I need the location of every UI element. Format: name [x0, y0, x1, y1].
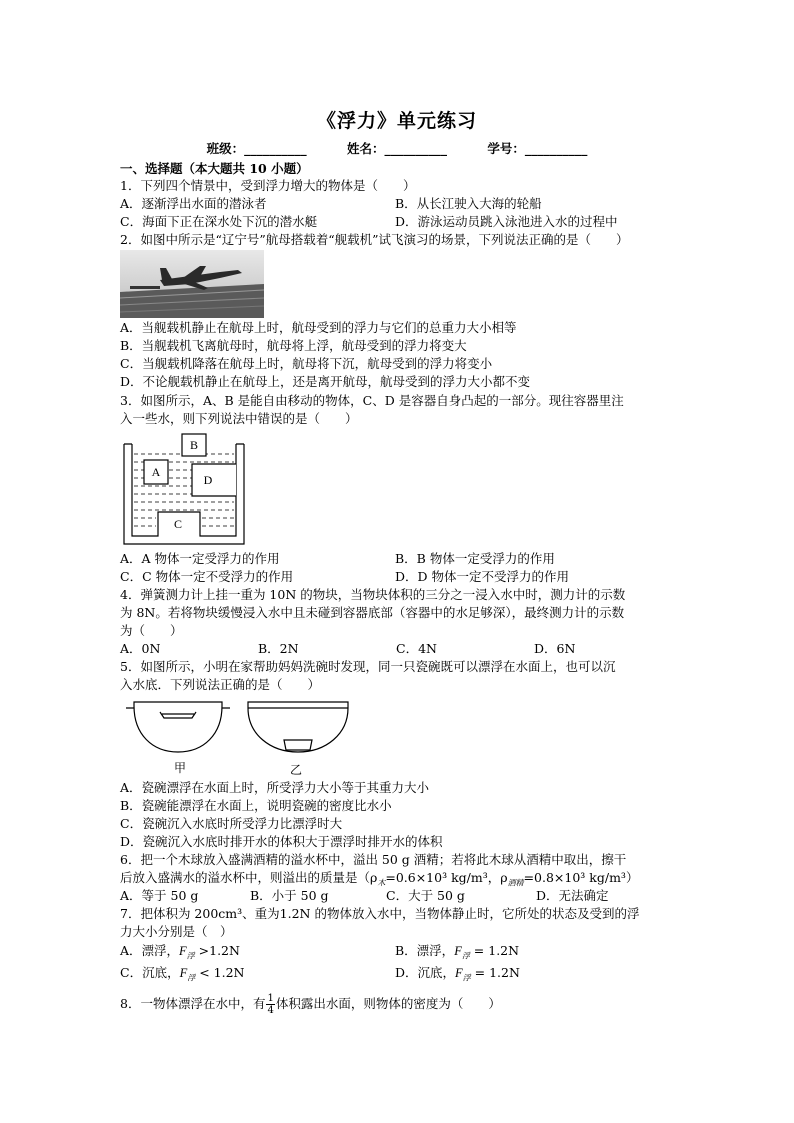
- label-d: D: [203, 473, 213, 487]
- id-field[interactable]: 学号：__________: [487, 141, 588, 156]
- q4-option-c[interactable]: C．4N: [396, 641, 437, 656]
- q2-option-c[interactable]: C．当舰载机降落在航母上时，航母将下沉，航母受到的浮力将变小: [120, 356, 493, 371]
- q2-stem: 2．如图中所示是“辽宁号”航母搭载着“舰载机”试飞演习的场景，下列说法正确的是（ ）: [120, 232, 629, 247]
- q3-option-d[interactable]: D．D 物体一定不受浮力的作用: [395, 569, 570, 584]
- q8-stem: 8．一物体漂浮在水中，有 $\frac{1}{4}$ 体积露出水面，则物体的密度为（ ）: [120, 993, 501, 1016]
- q6-option-c[interactable]: C．大于 50 g: [386, 888, 465, 903]
- q5-option-a[interactable]: A．瓷碗漂浮在水面上时，所受浮力大小等于其重力大小: [120, 780, 430, 795]
- q7-stem-2: 力大小分别是（ ）: [120, 924, 233, 939]
- q1-option-a[interactable]: A．逐渐浮出水面的潜泳者: [120, 196, 267, 211]
- label-c: C: [173, 517, 183, 531]
- class-field[interactable]: 班级：__________: [206, 141, 307, 156]
- q6-option-a[interactable]: A．等于 50 g: [120, 888, 199, 903]
- q7-stem: 7．把体积为 200cm³、重为1.2N 的物体放入水中，当物体静止时，它所处的状态及受到的浮: [120, 906, 640, 921]
- q3-stem-2: 入一些水，则下列说法中错误的是（ ）: [120, 411, 358, 426]
- q6-option-b[interactable]: B．小于 50 g: [250, 888, 329, 903]
- q4-stem-2: 为 8N。若将物块缓慢浸入水中且未碰到容器底部（容器中的水足够深），最终测力计的示数: [120, 605, 625, 620]
- q1-option-c[interactable]: C．海面下正在深水处下沉的潜水艇: [120, 214, 318, 229]
- q2-option-d[interactable]: D．不论舰载机静止在航母上，还是离开航母，航母受到的浮力大小都不变: [120, 374, 531, 389]
- container-figure: [120, 430, 248, 548]
- q5-option-c[interactable]: C．瓷碗沉入水底时所受浮力比漂浮时大: [120, 816, 343, 831]
- fraction: $\frac{1}{4}$: [267, 993, 274, 1016]
- q7-option-d[interactable]: D．沉底，$F_浮 = 1.2N$: [395, 965, 520, 983]
- label-b: B: [189, 438, 199, 452]
- q3-option-c[interactable]: C．C 物体一定不受浮力的作用: [120, 569, 294, 584]
- section-heading: 一、选择题（本大题共 10 小题）: [120, 161, 309, 176]
- q4-stem: 4．弹簧测力计上挂一重为 10N 的物块，当物块体积的三分之一浸入水中时，测力计的示数: [120, 587, 626, 602]
- q6-option-d[interactable]: D．无法确定: [536, 888, 609, 903]
- q4-option-a[interactable]: A．0N: [120, 641, 161, 656]
- name-field[interactable]: 姓名：__________: [346, 141, 447, 156]
- q2-option-a[interactable]: A．当舰载机静止在航母上时，航母受到的浮力与它们的总重力大小相等: [120, 320, 517, 335]
- q7-option-a[interactable]: A．漂浮，$F_浮 >1.2N$: [120, 943, 240, 961]
- q4-option-b[interactable]: B．2N: [258, 641, 299, 656]
- q3-option-b[interactable]: B．B 物体一定受浮力的作用: [395, 551, 555, 566]
- q3-option-a[interactable]: A．A 物体一定受浮力的作用: [120, 551, 280, 566]
- q2-option-b[interactable]: B．当舰载机飞离航母时，航母将上浮，航母受到的浮力将变大: [120, 338, 467, 353]
- q1-option-b[interactable]: B．从长江驶入大海的轮船: [395, 196, 542, 211]
- carrier-jet-photo: [120, 250, 264, 318]
- label-jia: 甲: [173, 761, 187, 775]
- q5-stem-2: 入水底．下列说法正确的是（ ）: [120, 677, 321, 692]
- label-a: A: [151, 465, 161, 479]
- q3-stem: 3．如图所示，A、B 是能自由移动的物体，C、D 是容器自身凸起的一部分。现往容器里注: [120, 393, 624, 408]
- q7-option-c[interactable]: C．沉底，$F_浮 < 1.2N$: [120, 965, 245, 983]
- q6-stem-2: 后放入盛满水的溢水杯中，则溢出的质量是（$\rho_木=0.6\times 10^3$ kg/m³，$\rho_{酒精}=0.8\times 10^3$ kg/m³）: [120, 870, 639, 888]
- q4-stem-3: 为（ ）: [120, 623, 183, 638]
- q7-option-b[interactable]: B．漂浮，$F_浮 = 1.2N$: [395, 943, 520, 961]
- q4-option-d[interactable]: D．6N: [534, 641, 576, 656]
- q6-stem: 6．把一个木球放入盛满酒精的溢水杯中，溢出 50 g 酒精；若将此木球从酒精中取出，擦干: [120, 852, 627, 867]
- q5-option-d[interactable]: D．瓷碗沉入水底时排开水的体积大于漂浮时排开水的体积: [120, 834, 443, 849]
- page-title: 《浮力》单元练习: [316, 110, 477, 132]
- bowl-figure: [124, 694, 354, 778]
- q1-option-d[interactable]: D．游泳运动员跳入泳池进入水的过程中: [395, 214, 618, 229]
- label-yi: 乙: [289, 763, 303, 777]
- q5-option-b[interactable]: B．瓷碗能漂浮在水面上，说明瓷碗的密度比水小: [120, 798, 392, 813]
- student-info: [0, 139, 794, 157]
- q1-stem: 1．下列四个情景中，受到浮力增大的物体是（ ）: [120, 178, 416, 193]
- q5-stem: 5．如图所示，小明在家帮助妈妈洗碗时发现，同一只瓷碗既可以漂浮在水面上，也可以沉: [120, 659, 616, 674]
